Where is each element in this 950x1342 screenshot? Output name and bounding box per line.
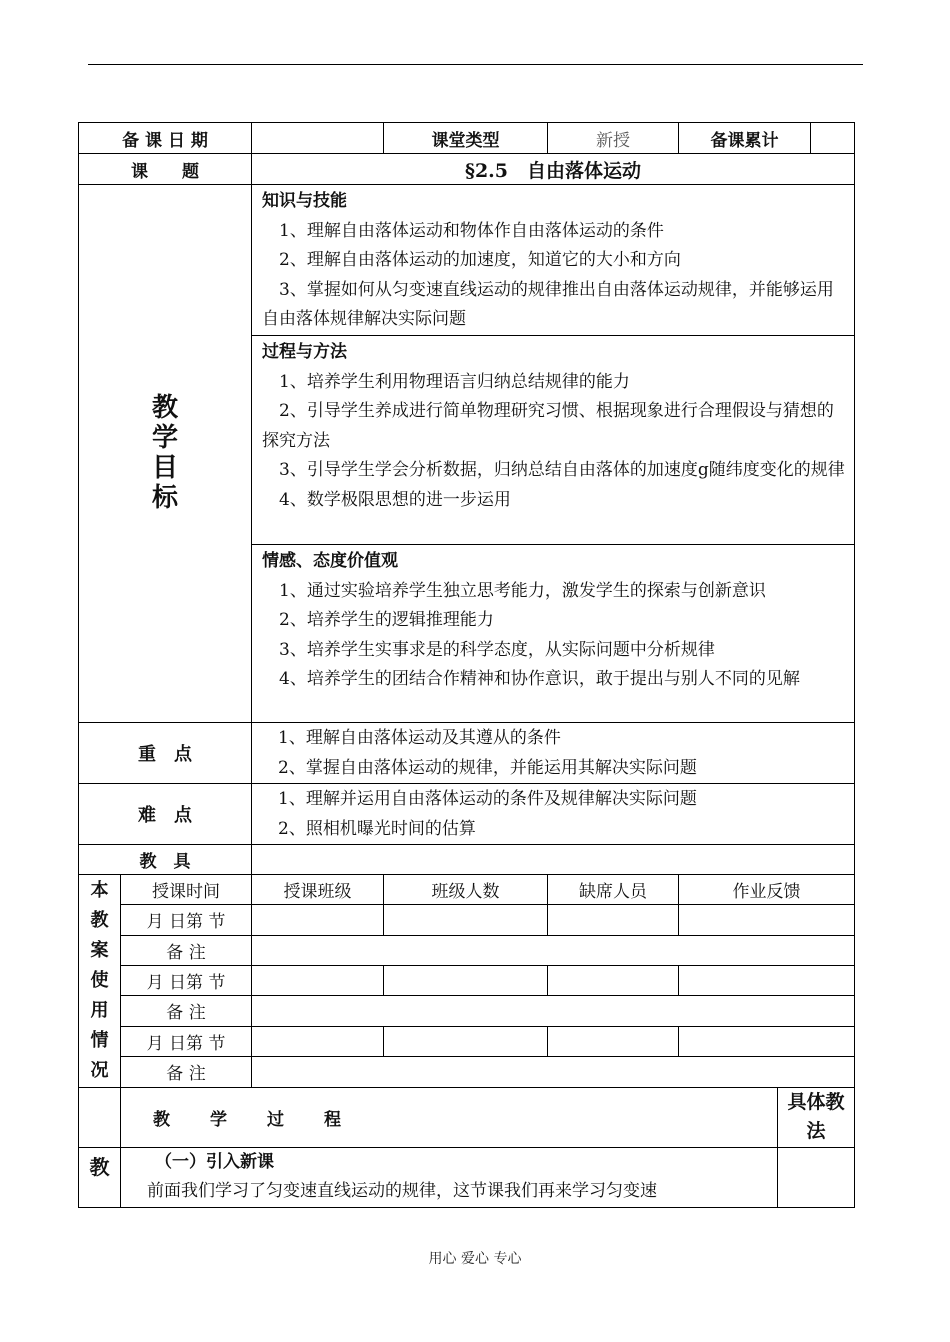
usage-date-cell: 月 日第 节	[121, 1026, 252, 1056]
process-title-char: 学	[210, 1109, 227, 1130]
attitude-item: 3、培养学生实事求是的科学态度，从实际问题中分析规律	[279, 639, 715, 660]
goals-label-char: 目	[152, 453, 179, 484]
usage-label-char: 使	[90, 969, 109, 991]
prep-date-value	[252, 123, 384, 154]
usage-empty-cell	[679, 904, 855, 935]
usage-label-char: 案	[90, 939, 109, 961]
process-title-char: 教	[153, 1109, 170, 1130]
usage-empty-cell	[252, 965, 384, 995]
attitude-item: 4、培养学生的团结合作精神和协作意识，敢于提出与别人不同的见解	[279, 669, 800, 690]
prep-date-label: 备 课 日 期	[79, 123, 252, 154]
process-item: 1、培养学生利用物理语言归纳总结规律的能力	[279, 371, 630, 392]
usage-col-header: 授课班级	[252, 874, 384, 904]
process-title	[121, 1087, 778, 1147]
usage-empty-cell	[679, 1026, 855, 1056]
lesson-content-cell	[121, 1147, 778, 1207]
goals-label-char: 学	[152, 423, 179, 454]
usage-date-cell: 月 日第 节	[121, 904, 252, 935]
usage-col-header: 缺席人员	[548, 874, 679, 904]
usage-empty-cell	[252, 904, 384, 935]
usage-label-char: 教	[90, 909, 109, 931]
process-header-blank	[79, 1087, 121, 1147]
process-methods-title: 过程与方法	[262, 341, 348, 362]
usage-label-char: 本	[90, 879, 109, 901]
lesson-section-title: （一）引入新课	[155, 1151, 274, 1172]
knowledge-skills-title: 知识与技能	[262, 191, 348, 211]
difficulty-item: 1、理解并运用自由落体运动的条件及规律解决实际问题	[278, 788, 697, 809]
cumulative-label: 备课累计	[679, 123, 811, 154]
attitude-item: 1、通过实验培养学生独立思考能力，激发学生的探索与创新意识	[279, 580, 766, 601]
process-item: 3、引导学生学会分析数据，归纳总结自由落体的加速度g随纬度变化的规律	[279, 460, 845, 481]
usage-date-cell: 月 日第 节	[121, 965, 252, 995]
tools-value	[252, 844, 855, 874]
usage-empty-cell	[548, 965, 679, 995]
key-points-label: 重 点	[79, 722, 252, 783]
knowledge-item: 3、掌握如何从匀变速直线运动的规律推出自由落体运动规律，并能够运用自由落体规律解决实际问题	[262, 279, 834, 330]
key-points-cell	[252, 722, 855, 783]
knowledge-item: 2、理解自由落体运动的加速度，知道它的大小和方向	[279, 250, 681, 271]
knowledge-item: 1、理解自由落体运动和物体作自由落体运动的条件	[279, 220, 664, 241]
goals-label-char: 标	[152, 483, 179, 514]
usage-empty-cell	[384, 965, 548, 995]
footer-text: 用心 爱心 专心	[428, 1251, 522, 1267]
topic-label: 课 题	[79, 154, 252, 185]
usage-empty-cell	[548, 1026, 679, 1056]
usage-remark-label: 备 注	[121, 935, 252, 965]
process-title-char: 过	[267, 1109, 284, 1130]
key-point-item: 2、掌握自由落体运动的规律，并能运用其解决实际问题	[278, 757, 697, 778]
usage-col-header: 作业反馈	[679, 874, 855, 904]
usage-empty-cell	[679, 965, 855, 995]
usage-remark-value	[252, 995, 855, 1026]
usage-label-char: 况	[90, 1059, 109, 1081]
usage-col-header: 授课时间	[121, 874, 252, 904]
attitude-item: 2、培养学生的逻辑推理能力	[279, 610, 494, 631]
tools-label: 教 具	[79, 844, 252, 874]
process-item: 2、引导学生养成进行简单物理研究习惯、根据现象进行合理假设与猜想的探究方法	[262, 401, 834, 451]
usage-empty-cell	[252, 1026, 384, 1056]
topic-title: §2.5 自由落体运动	[252, 154, 855, 185]
goals-label-cell	[79, 185, 252, 723]
lesson-side-char: 教	[79, 1147, 121, 1207]
header-rule	[88, 64, 863, 65]
usage-empty-cell	[384, 904, 548, 935]
class-type-value: 新授	[548, 123, 679, 154]
process-methods-cell	[252, 335, 855, 544]
usage-empty-cell	[548, 904, 679, 935]
process-title-char: 程	[324, 1109, 341, 1130]
lesson-text: 前面我们学习了匀变速直线运动的规律，这节课我们再来学习匀变速	[147, 1180, 657, 1201]
usage-remark-value	[252, 935, 855, 965]
usage-label-char: 情	[90, 1029, 109, 1051]
usage-remark-label: 备 注	[121, 995, 252, 1026]
class-type-label: 课堂类型	[384, 123, 548, 154]
knowledge-skills-cell	[252, 185, 855, 336]
difficulties-label: 难 点	[79, 783, 252, 844]
difficulties-cell	[252, 783, 855, 844]
usage-remark-value	[252, 1056, 855, 1087]
usage-label-cell	[79, 874, 121, 1087]
key-point-item: 1、理解自由落体运动及其遵从的条件	[278, 727, 561, 748]
usage-label-char: 用	[90, 999, 109, 1021]
lesson-method-cell	[778, 1147, 855, 1207]
attitude-values-title: 情感、态度价值观	[262, 550, 399, 571]
usage-empty-cell	[384, 1026, 548, 1056]
lesson-plan-table	[78, 122, 855, 1208]
process-item: 4、数学极限思想的进一步运用	[279, 489, 511, 510]
difficulty-item: 2、照相机曝光时间的估算	[278, 818, 476, 839]
method-label: 具体教法	[778, 1087, 855, 1147]
usage-col-header: 班级人数	[384, 874, 548, 904]
cumulative-value	[811, 123, 855, 154]
attitude-values-cell	[252, 544, 855, 722]
usage-remark-label: 备 注	[121, 1056, 252, 1087]
goals-label-char: 教	[152, 393, 179, 424]
